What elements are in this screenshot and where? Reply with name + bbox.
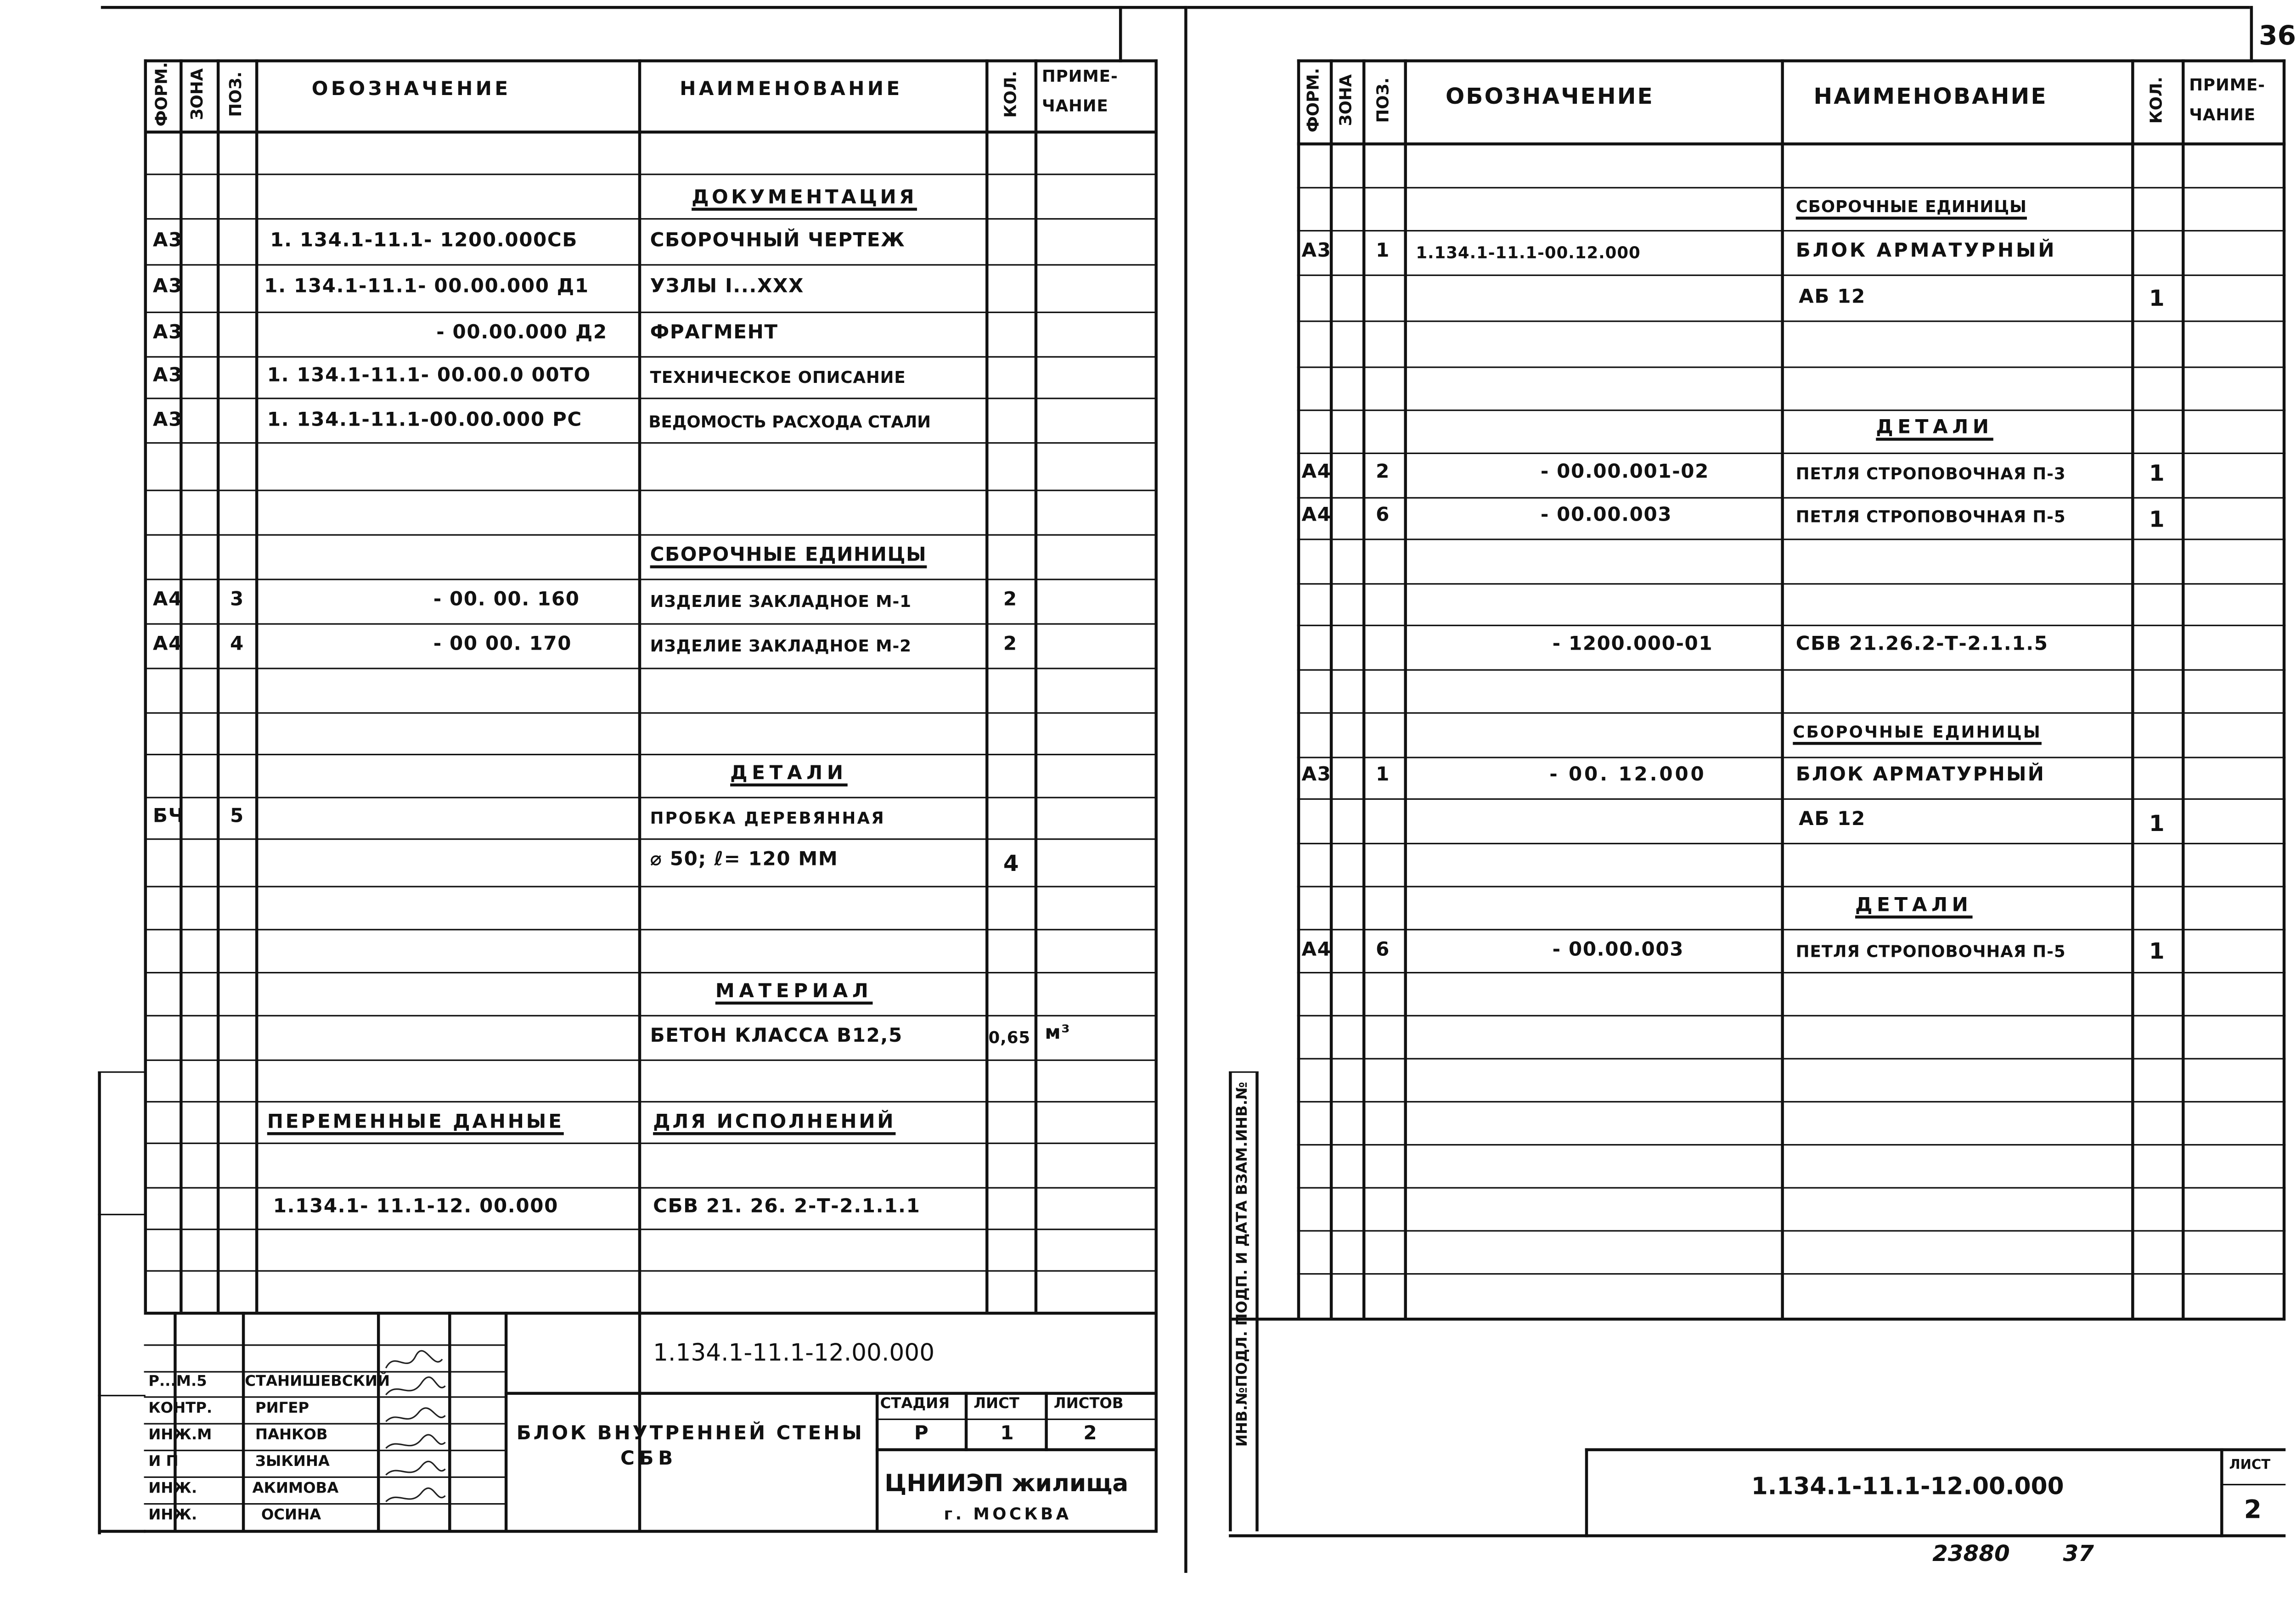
right-col-line <box>1781 59 1784 1318</box>
left-row-note: м³ <box>1045 1022 1071 1045</box>
left-row-line <box>144 668 1158 669</box>
left-col-line <box>255 59 258 1312</box>
left-col-line <box>985 59 988 1312</box>
right-col-line <box>1404 59 1407 1318</box>
left-row-line <box>144 218 1158 219</box>
left-row-name: СБВ 21. 26. 2-Т-2.1.1.1 <box>653 1196 921 1218</box>
left-col-line <box>638 59 641 1531</box>
left-col-line <box>1035 59 1037 1312</box>
left-variable-data-heading-2: ДЛЯ ИСПОЛНЕНИЙ <box>653 1111 896 1134</box>
right-row-qty: 1 <box>2149 938 2166 965</box>
right-row-line <box>1297 320 2286 322</box>
tb-person-role: КОНТР. <box>148 1401 213 1417</box>
left-row-qty: 2 <box>1003 589 1018 612</box>
left-stamp-line <box>98 1395 145 1396</box>
left-table-bottom <box>144 1530 1158 1533</box>
right-header-bottom <box>1297 142 2286 145</box>
left-row-line <box>144 442 1158 444</box>
right-header-pos: ПОЗ. <box>1373 77 1393 123</box>
left-row-line <box>144 264 1158 265</box>
right-row-line <box>1297 843 2286 844</box>
title-block-title-2: СБВ <box>620 1448 677 1471</box>
right-section-heading: СБОРОЧНЫЕ ЕДИНИЦЫ <box>1795 197 2027 217</box>
left-row-line <box>144 490 1158 491</box>
right-row-name: ПЕТЛЯ СТРОПОВОЧНАЯ П-5 <box>1795 507 2066 527</box>
left-header-note-2: ЧАНИЕ <box>1041 96 1109 116</box>
tb-person-name: АКИМОВА <box>252 1481 339 1498</box>
left-row-name: ⌀ 50; ℓ= 120 ММ <box>650 848 838 871</box>
left-col-line <box>144 59 147 1312</box>
right-col-line <box>2283 59 2285 1318</box>
right-section-heading: СБОРОЧНЫЕ ЕДИНИЦЫ <box>1793 722 2042 742</box>
right-row-line <box>1297 1101 2286 1102</box>
right-row-line <box>1297 230 2286 231</box>
right-row-line <box>1297 1058 2286 1059</box>
right-tb-line <box>1229 1534 2285 1537</box>
left-stamp-line <box>98 1214 145 1215</box>
right-col-line <box>2182 59 2184 1318</box>
tb-sign-row <box>144 1450 506 1451</box>
right-header-note-2: ЧАНИЕ <box>2189 105 2256 125</box>
left-row-line <box>144 838 1158 840</box>
left-header-designation: ОБОЗНАЧЕНИЕ <box>311 79 511 101</box>
right-header-form: ФОРМ. <box>1304 67 1323 133</box>
left-row-pos: 4 <box>230 634 244 656</box>
left-stamp-line <box>98 1530 145 1533</box>
left-row-designation: 1. 134.1-11.1- 1200.000СБ <box>270 230 578 253</box>
title-block-sheets: 2 <box>1083 1423 1098 1445</box>
title-block-city: г. МОСКВА <box>944 1505 1072 1524</box>
left-row-name: ИЗДЕЛИЕ ЗАКЛАДНОЕ М-2 <box>650 636 912 656</box>
left-row-name: БЕТОН КЛАССА В12,5 <box>650 1025 903 1048</box>
right-row-qty: 1 <box>2149 506 2166 533</box>
tb-sign-row <box>144 1344 506 1346</box>
right-section-heading: ДЕТАЛИ <box>1855 894 1973 917</box>
right-row-line <box>1232 1318 2286 1320</box>
left-header-note-1: ПРИМЕ- <box>1041 67 1118 86</box>
right-row-line <box>1297 929 2286 930</box>
left-row-name: ТЕХНИЧЕСКОЕ ОПИСАНИЕ <box>650 368 906 387</box>
right-row-form: А4 <box>1301 939 1332 962</box>
right-row-qty: 1 <box>2149 810 2166 837</box>
left-row-form: БЧ <box>152 805 185 828</box>
right-row-qty: 1 <box>2149 460 2166 487</box>
title-block-stage: Р <box>914 1423 929 1445</box>
left-header-bottom <box>144 130 1158 133</box>
left-col-line <box>1154 59 1157 1531</box>
left-header-name: НАИМЕНОВАНИЕ <box>680 79 903 101</box>
left-row-line <box>144 929 1158 930</box>
right-row-designation: - 00.00.003 <box>1540 504 1672 527</box>
right-row-pos: 1 <box>1376 764 1390 786</box>
right-row-line <box>1297 1273 2286 1274</box>
title-block-title-1: БЛОК ВНУТРЕННЕЙ СТЕНЫ <box>516 1423 864 1445</box>
left-row-form: А3 <box>152 276 183 298</box>
left-sheet-divider <box>1119 6 1122 62</box>
right-row-pos: 2 <box>1376 461 1390 484</box>
left-row-line <box>144 1060 1158 1061</box>
right-table-top <box>1297 59 2286 62</box>
right-row-line <box>1297 583 2286 584</box>
right-tb-line <box>1585 1448 1588 1537</box>
left-row-line <box>144 174 1158 175</box>
tb-sign-row <box>144 1503 506 1505</box>
left-row-name: ИЗДЕЛИЕ ЗАКЛАДНОЕ М-1 <box>650 592 912 612</box>
tb-person-role: ИНЖ. <box>148 1481 197 1498</box>
left-row-designation: - 00.00.000 Д2 <box>436 322 608 344</box>
top-border-line <box>101 6 1187 9</box>
left-row-line <box>144 972 1158 973</box>
right-row-line <box>1297 539 2286 540</box>
left-row-line <box>144 398 1158 399</box>
left-section-heading: СБОРОЧНЫЕ ЕДИНИЦЫ <box>650 545 927 567</box>
left-row-line <box>144 534 1158 536</box>
tb-line <box>505 1392 1158 1395</box>
tb-person-name: СТАНИШЕВСКИЙ <box>245 1374 390 1391</box>
left-row-name: УЗЛЫ I...XXX <box>650 276 805 298</box>
right-row-form: А4 <box>1301 504 1332 527</box>
left-row-form: А4 <box>152 589 183 612</box>
left-row-form: А3 <box>152 322 183 344</box>
left-header-qty: КОЛ. <box>1001 71 1020 118</box>
left-table-top <box>144 59 1158 62</box>
right-row-name: БЛОК АРМАТУРНЫЙ <box>1795 240 2057 263</box>
tb-sign-row <box>144 1371 506 1372</box>
left-row-line <box>144 1187 1158 1189</box>
tb-line <box>876 1392 878 1532</box>
left-variable-data-heading: ПЕРЕМЕННЫЕ ДАННЫЕ <box>267 1111 564 1134</box>
right-row-pos: 6 <box>1376 939 1390 962</box>
right-header-qty: КОЛ. <box>2147 77 2167 124</box>
left-header-form: ФОРМ. <box>152 62 172 127</box>
left-section-heading: ДОКУМЕНТАЦИЯ <box>692 187 917 209</box>
left-row-designation: 1. 134.1-11.1-00.00.000 РС <box>267 410 582 432</box>
left-row-designation: 1.134.1- 11.1-12. 00.000 <box>273 1196 558 1218</box>
tb-line <box>965 1392 968 1451</box>
side-stamp-label: ИНВ.№ПОДЛ. ПОДП. И ДАТА ВЗАМ.ИНВ.№ <box>1235 1082 1251 1447</box>
right-row-form: А3 <box>1301 240 1332 263</box>
right-row-pos: 1 <box>1376 240 1390 263</box>
title-block-sheet: 1 <box>1000 1423 1015 1445</box>
right-row-line <box>1297 1144 2286 1145</box>
left-row-designation: - 00 00. 170 <box>433 634 572 656</box>
right-row-line <box>1297 798 2286 800</box>
left-row-qty: 2 <box>1003 634 1018 656</box>
tb-line <box>876 1419 1158 1420</box>
left-row-name: ПРОБКА ДЕРЕВЯННАЯ <box>650 808 885 828</box>
left-row-line <box>144 886 1158 887</box>
left-stamp-line <box>98 1072 145 1073</box>
right-header-designation: ОБОЗНАЧЕНИЕ <box>1445 83 1654 110</box>
right-row-line <box>1297 625 2286 626</box>
tb-sign-row <box>144 1423 506 1424</box>
right-title-block-sheet-label: ЛИСТ <box>2229 1459 2271 1474</box>
left-row-form: А3 <box>152 365 183 387</box>
center-fold-line <box>1184 6 1187 1573</box>
left-row-name: СБОРОЧНЫЙ ЧЕРТЕЖ <box>650 230 906 253</box>
left-row-line <box>144 1312 1158 1314</box>
right-row-form: А4 <box>1301 461 1332 484</box>
tb-person-name: ПАНКОВ <box>255 1427 328 1444</box>
right-row-designation: - 00.00.001-02 <box>1540 461 1710 484</box>
tb-person-role: И П <box>148 1454 179 1471</box>
tb-person-name: ЗЫКИНА <box>255 1454 330 1471</box>
right-section-heading: ДЕТАЛИ <box>1876 417 1993 439</box>
left-row-line <box>144 312 1158 313</box>
right-row-line <box>1297 1187 2286 1189</box>
tb-sign-row <box>144 1396 506 1398</box>
left-row-qty: 0,65 <box>988 1028 1031 1048</box>
corner-box-left <box>2250 6 2253 62</box>
left-stamp-line <box>98 1072 101 1534</box>
signature-scribbles <box>380 1344 448 1531</box>
left-row-line <box>144 1143 1158 1144</box>
right-row-pos: 6 <box>1376 504 1390 527</box>
title-block-sheet-label: ЛИСТ <box>974 1396 1019 1413</box>
right-tb-line <box>2220 1448 2223 1537</box>
right-row-line <box>1297 366 2286 368</box>
right-row-designation: 1.134.1-11.1-00.12.000 <box>1416 243 1641 263</box>
left-row-line <box>144 623 1158 624</box>
right-col-line <box>2131 59 2134 1318</box>
right-row-line <box>1297 1230 2286 1231</box>
left-row-line <box>144 1101 1158 1102</box>
title-block-code: 1.134.1-11.1-12.00.000 <box>653 1338 935 1367</box>
left-row-qty: 4 <box>1003 850 1020 877</box>
right-top-border-line <box>1187 6 2250 9</box>
right-row-line <box>1297 757 2286 758</box>
right-row-name: БЛОК АРМАТУРНЫЙ <box>1795 764 2046 786</box>
left-row-form: А4 <box>152 634 183 656</box>
tb-person-role: ИНЖ.М <box>148 1427 212 1444</box>
right-row-line <box>1297 669 2286 671</box>
left-row-line <box>144 1270 1158 1272</box>
right-tb-line <box>2220 1484 2285 1485</box>
right-row-name: ПЕТЛЯ СТРОПОВОЧНАЯ П-3 <box>1795 464 2066 484</box>
left-row-line <box>144 578 1158 580</box>
side-stamp-line <box>1229 1072 1232 1532</box>
left-row-pos: 3 <box>230 589 244 612</box>
left-row-designation: 1. 134.1-11.1- 00.00.000 Д1 <box>264 276 589 298</box>
right-row-form: А3 <box>1301 764 1332 786</box>
right-row-line <box>1297 497 2286 499</box>
right-row-line <box>1297 712 2286 713</box>
right-header-name: НАИМЕНОВАНИЕ <box>1813 83 2048 110</box>
left-row-line <box>144 1229 1158 1230</box>
right-row-designation: - 1200.000-01 <box>1552 634 1713 656</box>
left-row-line <box>144 754 1158 755</box>
side-stamp-line <box>1255 1072 1258 1532</box>
tb-line <box>876 1448 1158 1451</box>
title-block-stage-label: СТАДИЯ <box>880 1396 950 1413</box>
left-section-heading: МАТЕРИАЛ <box>715 981 873 1003</box>
right-row-qty: 1 <box>2149 285 2166 312</box>
left-row-name: ВЕДОМОСТЬ РАСХОДА СТАЛИ <box>648 412 931 432</box>
right-row-line <box>1297 1015 2286 1016</box>
right-col-line <box>1362 59 1365 1318</box>
right-row-designation: - 00. 12.000 <box>1549 764 1706 786</box>
right-title-block-sheet: 2 <box>2244 1495 2262 1526</box>
sheet-corner-number: 36 <box>2259 21 2296 52</box>
right-header-zone: ЗОНА <box>1336 74 1356 126</box>
side-stamp-line <box>1229 1072 1259 1073</box>
left-header-pos: ПОЗ. <box>226 71 246 117</box>
title-block-org: ЦНИИЭП жилища <box>884 1469 1129 1498</box>
right-title-block-code: 1.134.1-11.1-12.00.000 <box>1751 1472 2064 1500</box>
left-row-name: ФРАГМЕНТ <box>650 322 778 344</box>
left-row-form: А3 <box>152 410 183 432</box>
tb-sign-row <box>144 1476 506 1478</box>
right-col-line <box>1297 59 1300 1318</box>
right-row-name: СБВ 21.26.2-Т-2.1.1.5 <box>1795 634 2048 656</box>
right-row-line <box>1297 187 2286 188</box>
left-section-heading: ДЕТАЛИ <box>730 763 848 785</box>
page-number: 37 <box>2063 1540 2094 1567</box>
left-col-line <box>217 59 219 1312</box>
right-row-designation: - 00.00.003 <box>1552 939 1684 962</box>
right-row-name: ПЕТЛЯ СТРОПОВОЧНАЯ П-5 <box>1795 942 2066 962</box>
left-row-form: А3 <box>152 230 183 253</box>
tb-person-name: РИГЕР <box>255 1401 310 1417</box>
tb-person-role: ИНЖ. <box>148 1507 197 1524</box>
left-row-line <box>144 797 1158 798</box>
right-row-line <box>1297 972 2286 973</box>
right-tb-line <box>1585 1448 2286 1451</box>
title-block-sheets-label: ЛИСТОВ <box>1053 1396 1124 1413</box>
left-row-pos: 5 <box>230 805 244 828</box>
tb-person-role: Р...М.5 <box>148 1374 207 1391</box>
left-row-designation: - 00. 00. 160 <box>433 589 580 612</box>
left-row-line <box>144 1015 1158 1016</box>
right-row-line <box>1297 886 2286 887</box>
right-row-line <box>1297 410 2286 411</box>
tb-person-name: ОСИНА <box>261 1507 321 1524</box>
right-row-line <box>1297 453 2286 454</box>
archive-number: 23880 <box>1932 1540 2010 1567</box>
left-row-line <box>144 712 1158 713</box>
tb-line <box>1045 1392 1047 1451</box>
right-row-name: АБ 12 <box>1799 808 1866 831</box>
right-header-note-1: ПРИМЕ- <box>2189 75 2266 95</box>
right-row-name: АБ 12 <box>1799 286 1866 309</box>
left-row-line <box>144 356 1158 358</box>
right-row-line <box>1297 275 2286 276</box>
left-row-designation: 1. 134.1-11.1- 00.00.0 00ТО <box>267 365 591 387</box>
left-header-zone: ЗОНА <box>187 68 207 120</box>
